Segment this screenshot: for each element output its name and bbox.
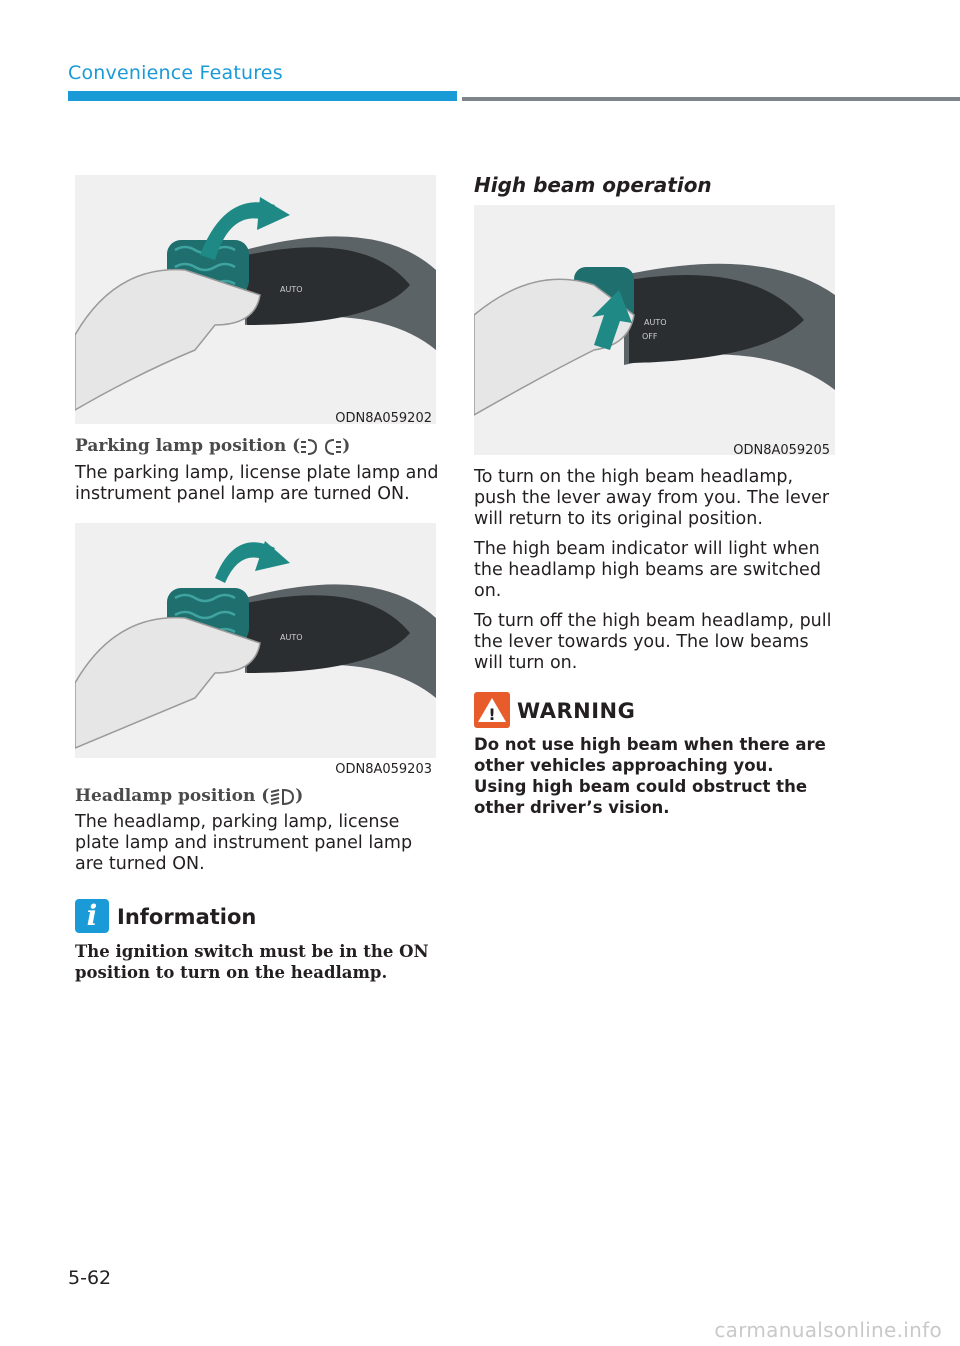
high-beam-paragraph-2: The high beam indicator will light when the headlamp high beams are switched on. — [474, 539, 821, 601]
high-beam-text — [474, 467, 839, 683]
lever-label-auto: AUTO — [644, 318, 667, 327]
information-title: Information — [117, 905, 257, 929]
parking-lamp-icon — [300, 437, 342, 457]
headlamp-caption-text: Headlamp position ( — [75, 786, 270, 806]
warning-icon — [474, 692, 510, 728]
parking-paragraph: The parking lamp, license plate lamp and instrument panel lamp are turned ON. — [75, 463, 439, 504]
information-icon: i — [75, 899, 109, 933]
lever-label-off: OFF — [642, 332, 658, 341]
figure-code-1: ODN8A059202 — [335, 411, 432, 426]
parking-caption — [75, 436, 350, 457]
headlamp-text — [75, 812, 425, 884]
headlamp-paragraph: The headlamp, parking lamp, license plate lamp and instrument panel lamp are turned ON. — [75, 812, 413, 874]
lever-label-auto: AUTO — [280, 633, 303, 642]
section-header: Convenience Features — [68, 62, 283, 84]
page-number: 5-62 — [68, 1267, 112, 1289]
figure-headlamp — [75, 523, 436, 758]
headlamp-caption-end: ) — [295, 786, 304, 806]
footer-watermark: carmanualsonline.info — [714, 1318, 942, 1342]
high-beam-paragraph-1: To turn on the high beam headlamp, push the lever away from you. The lever will return to its original position. — [474, 467, 830, 529]
information-text: The ignition switch must be in the ON position to turn on the headlamp. — [75, 942, 429, 982]
high-beam-paragraph-3: To turn off the high beam headlamp, pull the lever towards you. The low beams will turn on. — [474, 611, 832, 673]
headlamp-caption — [75, 786, 303, 807]
lever-label-auto: AUTO — [280, 285, 303, 294]
warning-text: Do not use high beam when there are other vehicles approaching you. Using high beam could obstruct the other driver’s vision. — [474, 735, 826, 817]
parking-caption-text: Parking lamp position ( — [75, 436, 301, 456]
figure-code-2: ODN8A059203 — [335, 762, 432, 777]
header-accent-bar — [68, 91, 457, 101]
warning-icon-glyph: ! — [488, 705, 496, 724]
headlamp-icon — [269, 787, 295, 807]
figure-parking-lamp — [75, 175, 436, 424]
warning-title: WARNING — [517, 699, 636, 723]
high-beam-title: High beam operation — [474, 173, 712, 197]
header-rule — [462, 97, 960, 101]
figure-code-3: ODN8A059205 — [733, 443, 830, 458]
figure-high-beam — [474, 205, 835, 455]
parking-caption-end: ) — [342, 436, 351, 456]
parking-text — [75, 463, 445, 514]
